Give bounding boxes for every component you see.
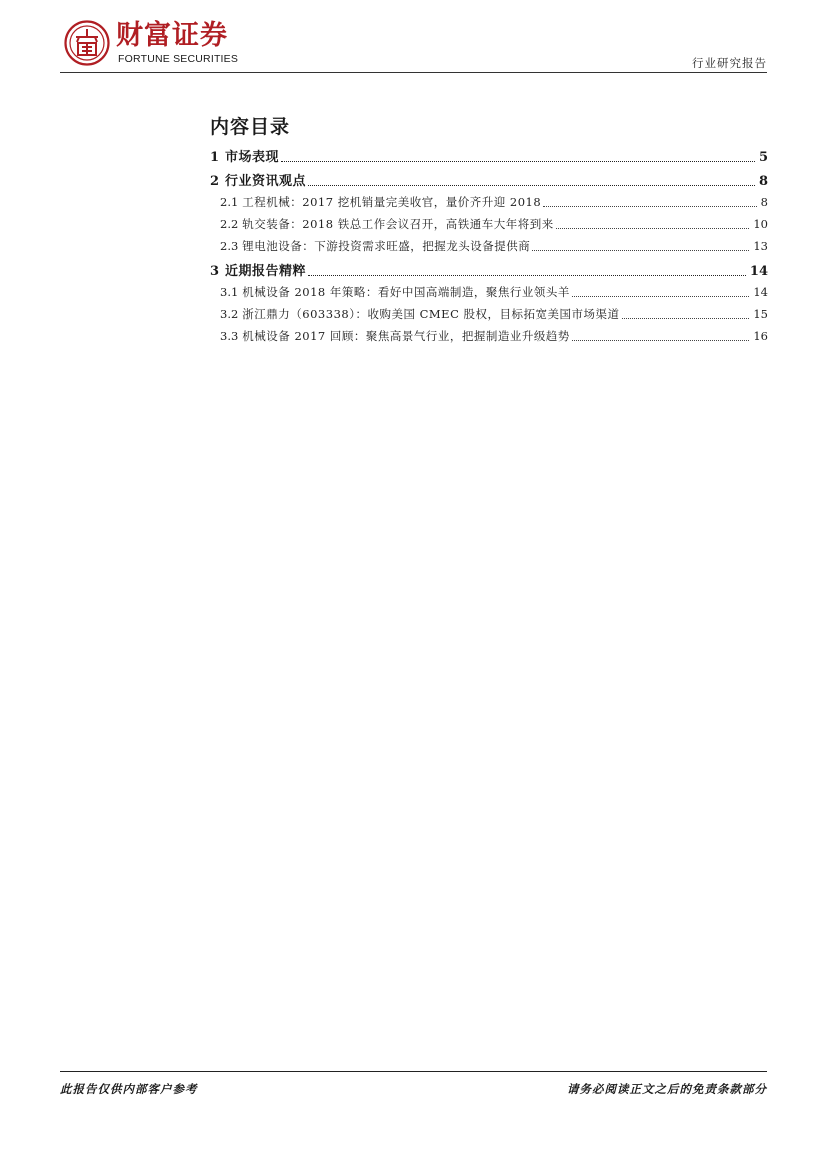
toc-entry-page: 15	[753, 307, 768, 321]
toc-entry-label: 浙江鼎力（603338）：收购美国 CMEC 股权，目标拓宽美国市场渠道	[242, 307, 620, 321]
toc-entry-number: 2.1	[220, 195, 239, 209]
toc-entry-2-3[interactable]	[220, 238, 768, 254]
toc-entry-label: 市场表现	[225, 150, 280, 165]
toc-entry-page: 8	[760, 195, 768, 209]
toc-entry-number: 3	[210, 264, 220, 279]
footer-disclaimer-notice: 请务必阅读正文之后的免责条款部分	[567, 1082, 767, 1096]
toc-entry-number: 2.3	[220, 239, 239, 253]
brand-name-chinese: 财富证券	[116, 20, 228, 51]
toc-entry-label: 工程机械：2017 挖机销量完美收官，量价齐升迎 2018	[242, 195, 542, 209]
fortune-securities-seal-icon	[64, 20, 110, 66]
toc-entry-2-2[interactable]	[220, 216, 768, 232]
toc-entry-page: 14	[749, 264, 768, 279]
footer-divider	[60, 1071, 767, 1072]
toc-entry-number: 2	[210, 174, 220, 189]
dot-leader	[308, 185, 755, 186]
toc-entry-page: 16	[753, 329, 768, 343]
toc-entry-label: 锂电池设备：下游投资需求旺盛，把握龙头设备提供商	[242, 239, 531, 253]
toc-entry-number: 2.2	[220, 217, 239, 231]
toc-entry-label: 近期报告精粹	[225, 264, 307, 279]
toc-entry-label: 行业资讯观点	[225, 174, 307, 189]
toc-entry-page: 8	[758, 174, 768, 189]
toc-entry-label: 机械设备 2017 回顾：聚焦高景气行业，把握制造业升级趋势	[242, 329, 570, 343]
toc-entry-label: 机械设备 2018 年策略：看好中国高端制造，聚焦行业领头羊	[242, 285, 570, 299]
toc-entry-label: 轨交装备：2018 铁总工作会议召开，高铁通车大年将到来	[242, 217, 554, 231]
dot-leader	[532, 250, 749, 251]
page-header	[60, 20, 767, 72]
toc-entry-page: 13	[753, 239, 768, 253]
toc-entry-page: 5	[758, 150, 768, 165]
dot-leader	[572, 296, 749, 297]
brand-name-english: FORTUNE SECURITIES	[118, 53, 239, 65]
toc-entry-3-1[interactable]	[220, 284, 768, 300]
toc-entry-1[interactable]	[210, 146, 768, 165]
footer-internal-notice: 此报告仅供内部客户参考	[60, 1082, 198, 1096]
dot-leader	[622, 318, 750, 319]
toc-entry-3-3[interactable]	[220, 328, 768, 344]
dot-leader	[556, 228, 750, 229]
toc-entry-number: 3.2	[220, 307, 239, 321]
dot-leader	[308, 275, 746, 276]
toc-entry-number: 1	[210, 150, 220, 165]
toc-entry-2-1[interactable]	[220, 194, 768, 210]
dot-leader	[281, 161, 755, 162]
dot-leader	[572, 340, 749, 341]
toc-entry-3[interactable]	[210, 260, 768, 279]
toc-entry-number: 3.1	[220, 285, 239, 299]
header-divider	[60, 72, 767, 73]
toc-entry-page: 10	[753, 217, 768, 231]
toc-entry-number: 3.3	[220, 329, 239, 343]
toc-title: 内容目录	[210, 116, 291, 138]
dot-leader	[543, 206, 757, 207]
toc-entry-page: 14	[753, 285, 768, 299]
toc-entry-2[interactable]	[210, 170, 768, 189]
report-type-label: 行业研究报告	[692, 56, 767, 70]
toc-entry-3-2[interactable]	[220, 306, 768, 322]
